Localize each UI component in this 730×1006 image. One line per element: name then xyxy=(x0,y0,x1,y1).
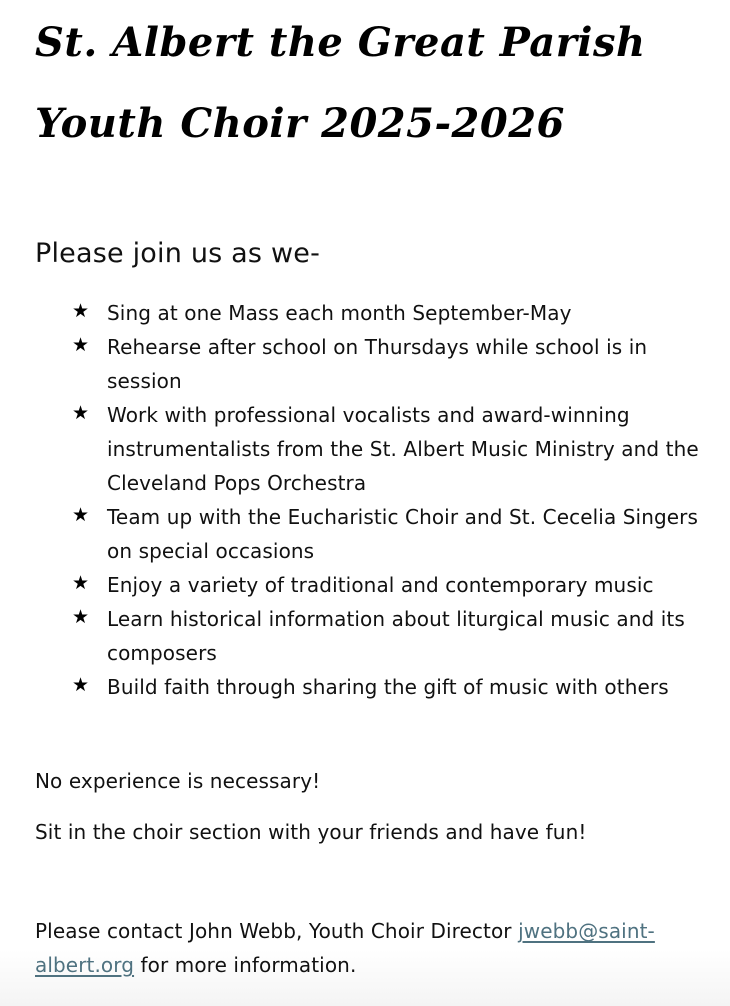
no-experience-text: No experience is necessary! xyxy=(35,769,321,793)
list-item-text: Build faith through sharing the gift of music with others xyxy=(107,675,669,699)
title-line-1: St. Albert the Great Parish xyxy=(35,19,646,66)
list-item xyxy=(72,398,717,500)
list-item-text: Work with professional vocalists and award-winning instrumentalists from the St. Albert Music Ministry and the Cleveland Pops Orchestra xyxy=(107,403,699,495)
list-item xyxy=(72,568,717,602)
star-icon: ★ xyxy=(72,674,90,696)
activity-list xyxy=(72,296,717,704)
title-line-2: Youth Choir 2025-2026 xyxy=(35,100,565,147)
list-item-text: Sing at one Mass each month September-May xyxy=(107,301,572,325)
star-icon: ★ xyxy=(72,572,90,594)
list-item xyxy=(72,330,717,398)
list-item-text: Team up with the Eucharistic Choir and St. Cecelia Singers on special occasions xyxy=(107,505,699,563)
list-item xyxy=(72,500,717,568)
list-item xyxy=(72,296,717,330)
list-item xyxy=(72,670,717,704)
list-item xyxy=(72,602,717,670)
sit-with-friends-text: Sit in the choir section with your friends and have fun! xyxy=(35,820,587,844)
email-link[interactable]: jwebb@saint-albert.org xyxy=(35,919,655,977)
list-item-text: Enjoy a variety of traditional and contemporary music xyxy=(107,573,654,597)
star-icon: ★ xyxy=(72,334,90,356)
star-icon: ★ xyxy=(72,606,90,628)
list-item-text: Learn historical information about liturgical music and its composers xyxy=(107,607,685,665)
contact-paragraph xyxy=(35,914,705,982)
star-icon: ★ xyxy=(72,402,90,424)
intro-text: Please join us as we- xyxy=(35,238,321,269)
list-item-text: Rehearse after school on Thursdays while school is in session xyxy=(107,335,648,393)
star-icon: ★ xyxy=(72,504,90,526)
star-icon: ★ xyxy=(72,300,90,322)
contact-prefix: Please contact John Webb, Youth Choir Director xyxy=(35,919,519,943)
contact-suffix: for more information. xyxy=(134,953,357,977)
